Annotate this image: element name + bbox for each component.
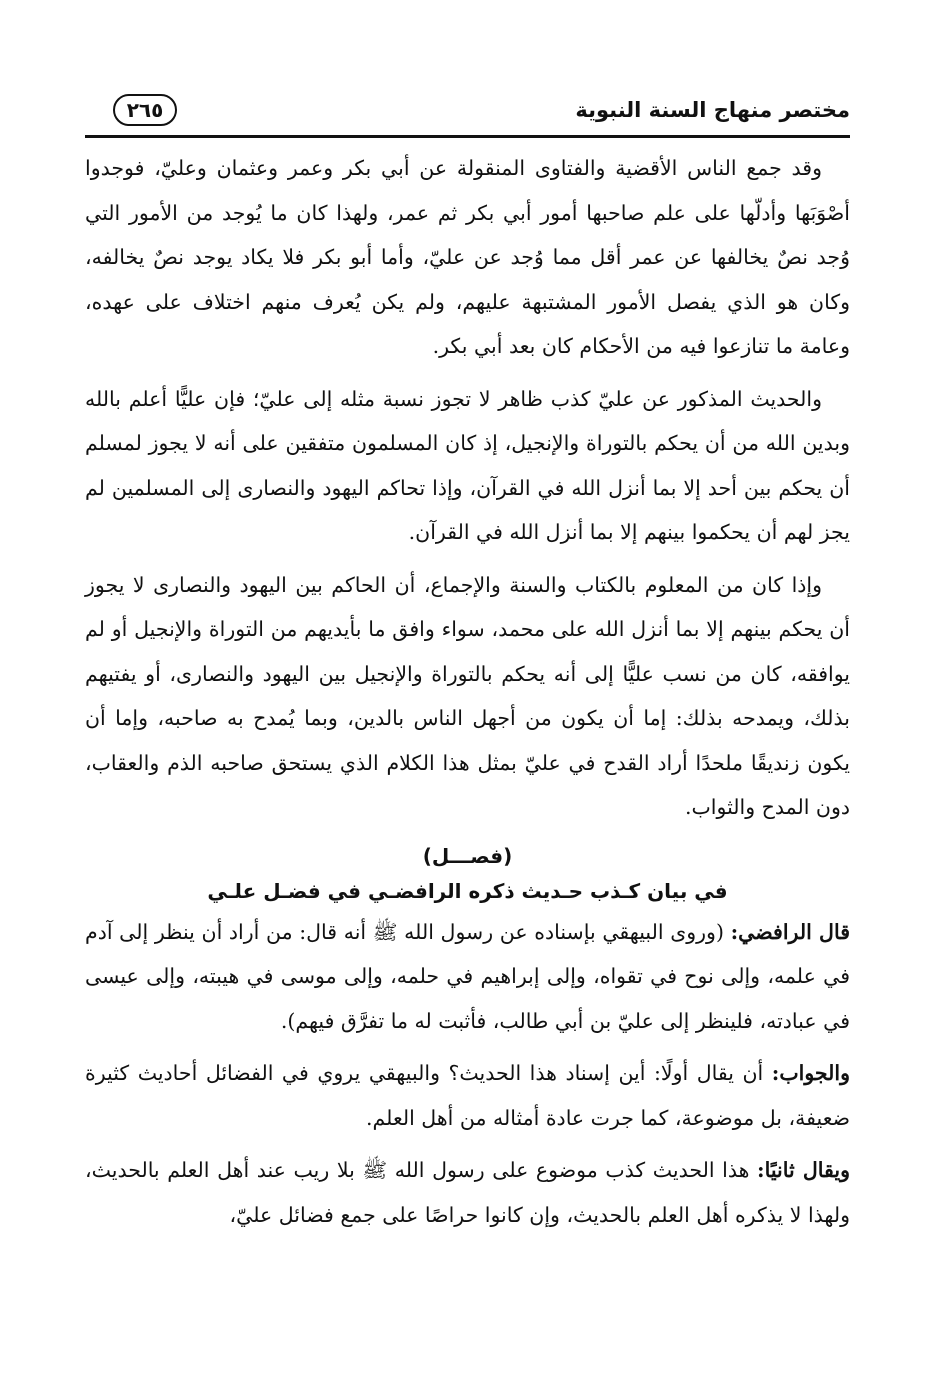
paragraph-rafidi-claim xyxy=(85,910,850,1044)
paragraph-abu-bakr: وقد جمع الناس الأقضية والفتاوى المنقولة عن أبي بكر وعمر وعثمان وعليّ، فوجدوا أصْوَبَها وأدلّها على علم صاحبها أمور أبي بكر ثم عمر، ولهذا كان ما يُوجد من الأمور التي وُجد نصٌ يخالفها عن عمر أقل مما وُجد عن عليّ، وأما أبو بكر فلا يكاد يوجد نصٌ يخالفه، وكان هو الذي يفصل الأمور المشتبهة عليهم، ولم يكن يُعرف منهم اختلاف على عهده، وعامة ما تنازعوا فيه من الأحكام كان بعد أبي بكر. xyxy=(85,156,850,358)
rafidi-text: (وروى البيهقي بإسناده عن رسول الله ﷺ أنه قال: من أراد أن ينظر إلى آدم في علمه، وإلى نوح في تقواه، وإلى إبراهيم في حلمه، وإلى موسى في هيبته، وإلى عيسى في عبادته، فلينظر إلى عليّ بن أبي طالب، فأثبت له ما تفرَّق فيهم). xyxy=(85,919,850,1033)
page-number: ٢٦٥ xyxy=(113,94,177,126)
paragraph-answer-second xyxy=(85,1148,850,1237)
rafidi-lead: قال الرافضي: xyxy=(730,919,851,944)
header-rule xyxy=(85,135,850,138)
paragraph-ruling: وإذا كان من المعلوم بالكتاب والسنة والإجماع، أن الحاكم بين اليهود والنصارى لا يجوز أن يحكم بينهم إلا بما أنزل الله على محمد، سواء وافق ما بأيديهم من التوراة والإنجيل أو لم يوافقه، كان من نسب عليًّا إلى أنه يحكم بالتوراة والإنجيل بين اليهود والنصارى، أو يفتيهم بذلك، ويمدحه بذلك: إما أن يكون من أجهل الناس بالدين، وبما يُمدح به صاحبه، وإما أن يكون زنديقًا ملحدًا أراد القدح في عليّ بمثل هذا الكلام الذي يستحق صاحبه الذم والعقاب، دون المدح والثواب. xyxy=(85,572,850,819)
answer-second-text: هذا الحديث كذب موضوع على رسول الله ﷺ بلا ريب عند أهل العلم بالحديث، ولهذا لا يذكره أهل العلم بالحديث، وإن كانوا حراصًا على جمع فضائل عليّ، xyxy=(85,1158,850,1227)
answer-second-lead: ويقال ثانيًا: xyxy=(757,1158,850,1182)
answer-first-lead: والجواب: xyxy=(771,1061,850,1085)
running-title: مختصر منهاج السنة النبوية xyxy=(575,98,850,122)
paragraph-answer-first xyxy=(85,1051,850,1140)
section-subtitle: في بيان كـذب حـديث ذكره الرافضـي في فضـل علـي xyxy=(207,878,728,903)
page-body xyxy=(85,146,850,1245)
paragraph-hadith-false: والحديث المذكور عن عليّ كذب ظاهر لا تجوز نسبة مثله إلى عليّ؛ فإن عليًّا أعلم بالله وبدين الله من أن يحكم بالتوراة والإنجيل، إذ كان المسلمون متفقين على أنه لا يجوز لمسلم أن يحكم بين أحد إلا بما أنزل الله في القرآن، وإذا تحاكم اليهود والنصارى إلى المسلمين لم يجز لهم أن يحكموا بينهم إلا بما أنزل الله في القرآن. xyxy=(85,386,850,544)
page-header xyxy=(85,92,850,132)
answer-first-text: أن يقال أولًا: أين إسناد هذا الحديث؟ والبيهقي يروي في الفضائل أحاديث كثيرة ضعيفة، بل موضوعة، كما جرت عادة أمثاله من أهل العلم. xyxy=(85,1061,850,1130)
section-title: (فصـــل) xyxy=(422,843,513,868)
